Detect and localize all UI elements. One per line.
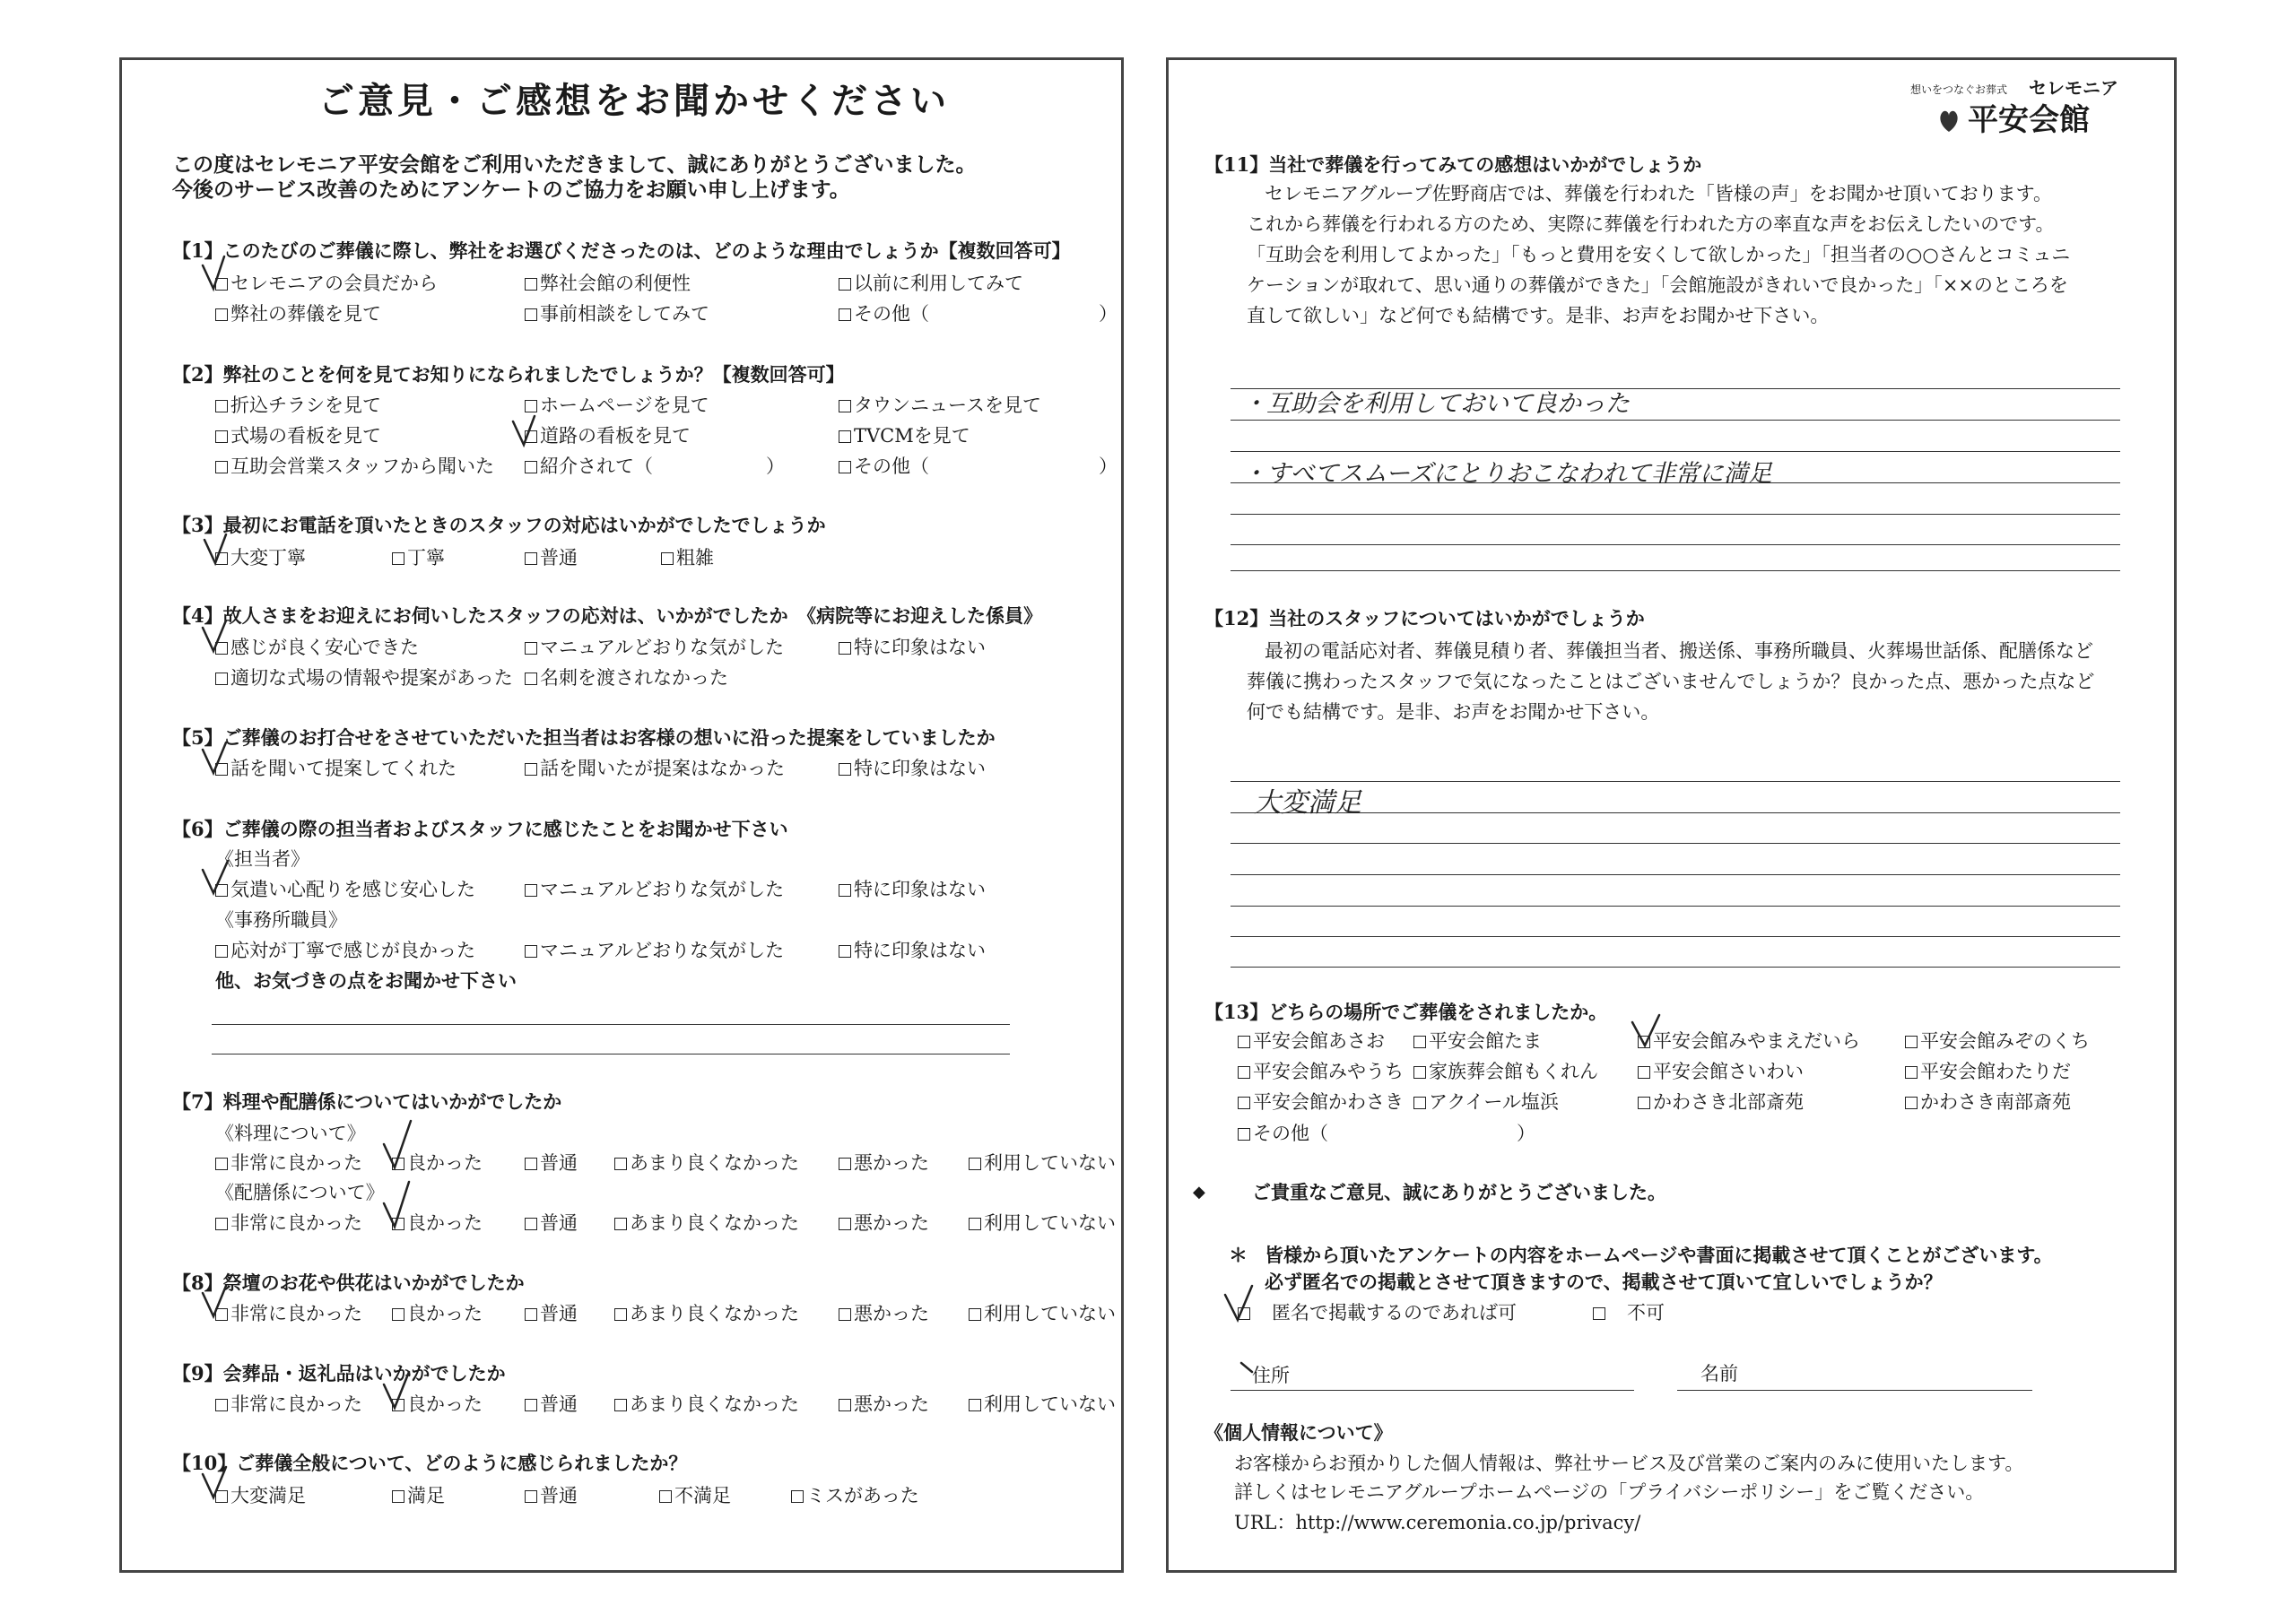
privacy-url[interactable]: URL：http://www.ceremonia.co.jp/privacy/	[1234, 1512, 1641, 1533]
q7-serving-opt-very-good[interactable]: 非常に良かった	[215, 1211, 362, 1236]
q8-opt-unused[interactable]: 利用していない	[969, 1301, 1116, 1326]
q11-body-4: ケーションが取れて、思い通りの葬儀ができた」「会館施設がきれいで良かった」「××のところを	[1247, 274, 2068, 296]
q13-opt-asao[interactable]: 平安会館あさお	[1238, 1028, 1385, 1054]
q12-body-1: 最初の電話応対者、葬儀見積り者、葬儀担当者、搬送係、事務所職員、火葬場世話係、配膳係など	[1265, 640, 2093, 662]
q6-staff-opt-caring[interactable]: 気遣い心配りを感じ安心した	[215, 877, 475, 902]
q8-title: 【8】祭壇のお花や供花はいかがでしたか	[172, 1271, 525, 1294]
q9-opt-not-good[interactable]: あまり良くなかった	[614, 1392, 799, 1417]
q6-title: 【6】ご葬儀の際の担当者およびスタッフに感じたことをお聞かせ下さい	[172, 818, 788, 840]
q2-opt-other[interactable]: その他（ ）	[839, 454, 1118, 479]
q2-title: 【2】弊社のことを何を見てお知りになられましたでしょうか？【複数回答可】	[172, 363, 845, 386]
q3-opt-polite[interactable]: 丁寧	[392, 545, 445, 570]
q12-line-3[interactable]	[1231, 843, 2120, 844]
q7-title: 【7】料理や配膳係についてはいかがでしたか	[172, 1090, 562, 1113]
q6-office-opt-no-impression[interactable]: 特に印象はない	[839, 938, 986, 963]
q1-opt-member[interactable]: セレモニアの会員だから	[215, 271, 438, 296]
q5-opt-no-proposal[interactable]: 話を聞いたが提案はなかった	[525, 756, 785, 781]
q12-line-5[interactable]	[1231, 906, 2120, 907]
q12-body-3: 何でも結構です。是非、お声をお聞かせ下さい。	[1247, 701, 1660, 723]
q1-opt-saw-funeral[interactable]: 弊社の葬儀を見て	[215, 301, 381, 326]
q12-line-2[interactable]	[1231, 812, 2120, 813]
consent-yes[interactable]: 匿名で掲載するのであれば可	[1238, 1300, 1517, 1325]
q10-opt-unsatisfied[interactable]: 不満足	[659, 1483, 731, 1508]
q11-title: 【11】当社で葬儀を行ってみての感想はいかがでしょうか	[1205, 153, 1702, 176]
q12-title: 【12】当社のスタッフについてはいかがでしょうか	[1205, 607, 1645, 629]
q11-line-3[interactable]	[1231, 451, 2120, 452]
q7-food-opt-good[interactable]: 良かった	[392, 1150, 483, 1176]
q13-opt-miyamaedaira[interactable]: 平安会館みやまえだいら	[1638, 1028, 1860, 1054]
q4-opt-reassured[interactable]: 感じが良く安心できた	[215, 635, 419, 660]
q6-sub-office: 《事務所職員》	[215, 909, 347, 931]
q9-opt-good[interactable]: 良かった	[392, 1392, 483, 1417]
q13-opt-wataruda[interactable]: 平安会館わたりだ	[1905, 1059, 2071, 1084]
q8-opt-very-good[interactable]: 非常に良かった	[215, 1301, 362, 1326]
q3-opt-normal[interactable]: 普通	[525, 545, 578, 570]
q7-food-opt-not-good[interactable]: あまり良くなかった	[614, 1150, 799, 1176]
q9-opt-normal[interactable]: 普通	[525, 1392, 578, 1417]
q11-body-1: セレモニアグループ佐野商店では、葬儀を行われた「皆様の声」をお聞かせ頂いております。	[1265, 183, 2053, 204]
q12-body-2: 葬儀に携わったスタッフで気になったことはございませんでしょうか？良かった点、悪かった点など	[1247, 671, 2095, 692]
privacy-title: 《個人情報について》	[1205, 1421, 1393, 1444]
q7-food-opt-bad[interactable]: 悪かった	[839, 1150, 929, 1176]
asterisk-mark: ＊	[1229, 1244, 1248, 1266]
q8-opt-good[interactable]: 良かった	[392, 1301, 483, 1326]
q6-other-prompt: 他、お気づきの点をお聞かせ下さい	[215, 969, 517, 992]
q4-opt-no-card[interactable]: 名刺を渡されなかった	[525, 665, 728, 690]
q5-title: 【5】ご葬儀のお打合せをさせていただいた担当者はお客様の想いに沿った提案をしていましたか	[172, 726, 996, 749]
q4-opt-no-impression[interactable]: 特に印象はない	[839, 635, 986, 660]
q9-opt-bad[interactable]: 悪かった	[839, 1392, 929, 1417]
q12-handwritten: 大変満足	[1254, 787, 1361, 819]
q8-opt-bad[interactable]: 悪かった	[839, 1301, 929, 1326]
logo-tagline: 想いをつなぐお葬式	[1910, 83, 2008, 96]
q13-opt-tama[interactable]: 平安会館たま	[1413, 1028, 1542, 1054]
q7-serving-opt-good[interactable]: 良かった	[392, 1211, 483, 1236]
q9-opt-very-good[interactable]: 非常に良かった	[215, 1392, 362, 1417]
q10-opt-normal[interactable]: 普通	[525, 1483, 578, 1508]
q13-title: 【13】どちらの場所でご葬儀をされましたか。	[1205, 1001, 1608, 1023]
q9-title: 【9】会葬品・返礼品はいかがでしたか	[172, 1362, 506, 1384]
q13-opt-accueil[interactable]: アクイール塩浜	[1413, 1089, 1559, 1115]
q10-opt-very-satisfied[interactable]: 大変満足	[215, 1483, 306, 1508]
q1-title: 【1】このたびのご葬儀に際し、弊社をお選びくださったのは、どのような理由でしょうか【複数回答可】	[172, 239, 1071, 262]
q13-opt-other[interactable]: その他（ ）	[1238, 1121, 1535, 1146]
q11-handwritten-2: ・すべてスムーズにとりおこなわれて非常に満足	[1242, 460, 1772, 488]
address-label: 住所	[1252, 1365, 1290, 1386]
name-label: 名前	[1700, 1363, 1738, 1384]
q7-serving-opt-not-good[interactable]: あまり良くなかった	[614, 1211, 799, 1236]
logo-mark-icon	[1935, 108, 1962, 135]
logo-name: 平安会館	[1968, 102, 2090, 138]
q1-opt-used-before[interactable]: 以前に利用してみて	[839, 271, 1023, 296]
q11-body-2: これから葬儀を行われる方のため、実際に葬儀を行われた方の率直な声をお伝えしたいのです。	[1247, 213, 2055, 235]
q11-body-3: 「互助会を利用してよかった」「もっと費用を安くして欲しかった」「担当者の○○さんとコミュニ	[1247, 244, 2071, 265]
q8-opt-not-good[interactable]: あまり良くなかった	[614, 1301, 799, 1326]
q13-opt-mizonokuchi[interactable]: 平安会館みぞのくち	[1905, 1028, 2090, 1054]
q10-opt-mistake[interactable]: ミスがあった	[791, 1483, 919, 1508]
q12-line-6[interactable]	[1231, 936, 2120, 937]
q5-opt-listened-proposed[interactable]: 話を聞いて提案してくれた	[215, 756, 457, 781]
q9-opt-unused[interactable]: 利用していない	[969, 1392, 1116, 1417]
privacy-body-1: お客様からお預かりした個人情報は、弊社サービス及び営業のご案内のみに使用いたします。	[1234, 1453, 2024, 1474]
q13-opt-miyauchi[interactable]: 平安会館みやうち	[1238, 1059, 1404, 1084]
q6-office-opt-polite[interactable]: 応対が丁寧で感じが良かった	[215, 938, 475, 963]
q12-line-4[interactable]	[1231, 874, 2120, 875]
q13-opt-saiwai[interactable]: 平安会館さいわい	[1638, 1059, 1804, 1084]
name-input-line[interactable]	[1677, 1390, 2032, 1391]
q7-sub-serving: 《配膳係について》	[215, 1182, 385, 1203]
q2-opt-homepage[interactable]: ホームページを見て	[525, 393, 709, 418]
q11-handwritten-1: ・互助会を利用しておいて良かった	[1242, 390, 1630, 418]
q4-opt-good-info[interactable]: 適切な式場の情報や提案があった	[215, 665, 513, 690]
q1-opt-consultation[interactable]: 事前相談をしてみて	[525, 301, 709, 326]
q13-opt-north-saien[interactable]: かわさき北部斎苑	[1638, 1089, 1804, 1115]
q5-opt-no-impression[interactable]: 特に印象はない	[839, 756, 986, 781]
q12-line-7[interactable]	[1231, 967, 2120, 968]
q13-opt-south-saien[interactable]: かわさき南部斎苑	[1905, 1089, 2071, 1115]
q2-opt-sales-staff[interactable]: 互助会営業スタッフから聞いた	[215, 454, 494, 479]
q11-line-7[interactable]	[1231, 570, 2120, 571]
q2-opt-flyer[interactable]: 折込チラシを見て	[215, 393, 381, 418]
notice-line-1: 皆様から頂いたアンケートの内容をホームページや書面に掲載させて頂くことがございます。	[1265, 1244, 2053, 1266]
q10-opt-satisfied[interactable]: 満足	[392, 1483, 445, 1508]
q7-serving-opt-unused[interactable]: 利用していない	[969, 1211, 1116, 1236]
q7-food-opt-very-good[interactable]: 非常に良かった	[215, 1150, 362, 1176]
q13-opt-kawasaki[interactable]: 平安会館かわさき	[1238, 1089, 1404, 1115]
q7-food-opt-unused[interactable]: 利用していない	[969, 1150, 1116, 1176]
q6-office-opt-manual[interactable]: マニュアルどおりな気がした	[525, 938, 784, 963]
q6-staff-opt-manual[interactable]: マニュアルどおりな気がした	[525, 877, 784, 902]
q2-opt-road-sign[interactable]: 道路の看板を見て	[525, 423, 691, 448]
q10-title: 【10】ご葬儀全般について、どのように感じられましたか？	[172, 1452, 688, 1474]
notice-line-2: 必ず匿名での掲載とさせて頂きますので、掲載させて頂いて宜しいでしょうか？	[1265, 1271, 1943, 1293]
q3-opt-rough[interactable]: 粗雑	[661, 545, 714, 570]
consent-no[interactable]: 不可	[1593, 1300, 1665, 1325]
q11-line-6[interactable]	[1231, 544, 2120, 545]
intro-line-2: 今後のサービス改善のためにアンケートのご協力をお願い申し上げます。	[172, 178, 850, 202]
address-input-line[interactable]	[1231, 1390, 1634, 1391]
q7-sub-food: 《料理について》	[215, 1123, 366, 1144]
q11-line-5[interactable]	[1231, 514, 2120, 515]
thanks-text: ご貴重なご意見、誠にありがとうございました。	[1252, 1181, 1666, 1203]
q6-sub-staff: 《担当者》	[215, 848, 309, 870]
q1-opt-other[interactable]: その他（ ）	[839, 301, 1118, 326]
q3-opt-very-polite[interactable]: 大変丁寧	[215, 545, 306, 570]
q12-line-1[interactable]	[1231, 781, 2120, 782]
logo-brand: セレモニア	[2029, 77, 2118, 99]
intro-line-1: この度はセレモニア平安会館をご利用いただきまして、誠にありがとうございました。	[172, 152, 977, 177]
q7-serving-opt-bad[interactable]: 悪かった	[839, 1211, 929, 1236]
q6-staff-opt-no-impression[interactable]: 特に印象はない	[839, 877, 986, 902]
q11-body-5: 直して欲しい」など何でも結構です。是非、お声をお聞かせ下さい。	[1247, 305, 1830, 326]
q2-opt-tvcm[interactable]: TVCMを見て	[839, 423, 970, 448]
q4-title: 【4】故人さまをお迎えにお伺いしたスタッフの応対は、いかがでしたか 《病院等にお迎えした係員》	[172, 604, 1043, 627]
q13-opt-mokuren[interactable]: 家族葬会館もくれん	[1413, 1059, 1598, 1084]
q2-opt-town-news[interactable]: タウンニュースを見て	[839, 393, 1041, 418]
q11-line-2[interactable]	[1231, 420, 2120, 421]
q3-title: 【3】最初にお電話を頂いたときのスタッフの対応はいかがでしたでしょうか	[172, 514, 826, 536]
survey-title: ご意見・ご感想をお聞かせください	[318, 80, 950, 122]
q2-opt-venue-sign[interactable]: 式場の看板を見て	[215, 423, 381, 448]
privacy-body-2: 詳しくはセレモニアグループホームページの「プライバシーポリシー」をご覧ください。	[1234, 1481, 1985, 1503]
q1-opt-convenience[interactable]: 弊社会館の利便性	[525, 271, 691, 296]
diamond-bullet: ◆	[1193, 1183, 1205, 1202]
q8-opt-normal[interactable]: 普通	[525, 1301, 578, 1326]
q7-food-opt-normal[interactable]: 普通	[525, 1150, 578, 1176]
q2-opt-referral[interactable]: 紹介されて（ ）	[525, 454, 785, 479]
q7-serving-opt-normal[interactable]: 普通	[525, 1211, 578, 1236]
q4-opt-manual[interactable]: マニュアルどおりな気がした	[525, 635, 784, 660]
